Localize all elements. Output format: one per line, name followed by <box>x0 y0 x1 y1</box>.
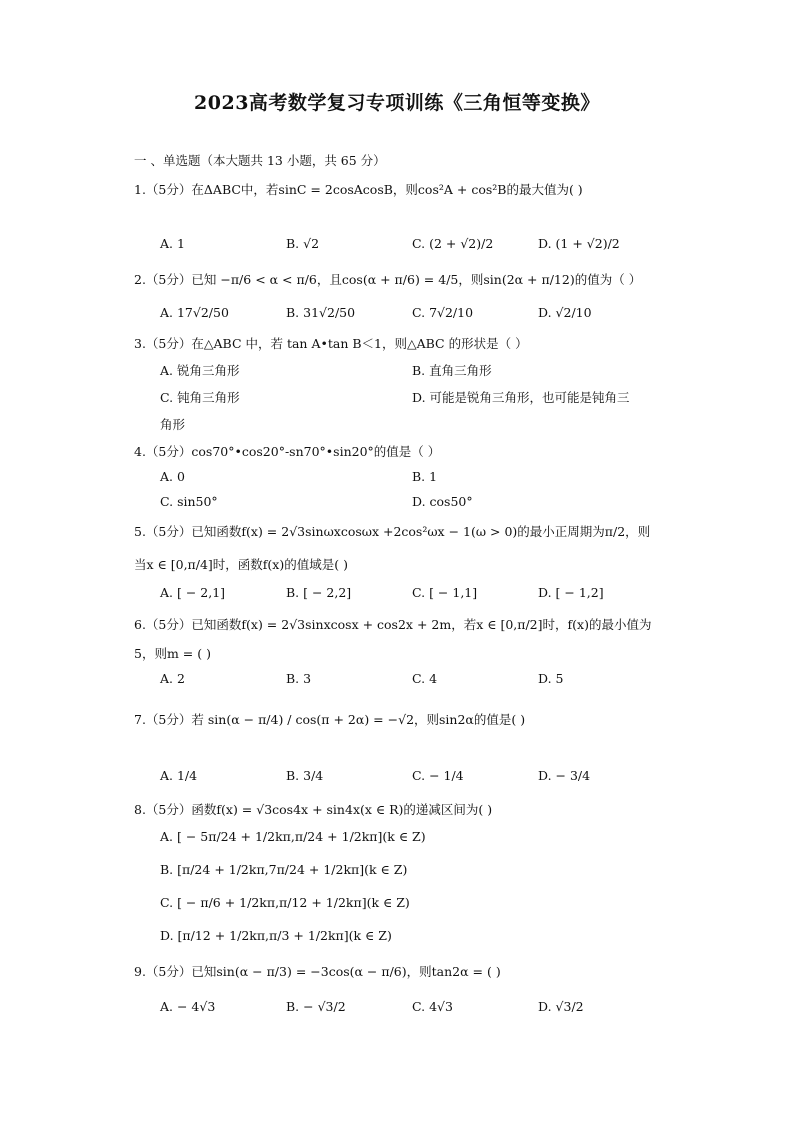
section-heading: 一 、单选题（本大题共 13 小题，共 65 分） <box>134 153 386 168</box>
question-1: 1.（5分）在ΔABC中，若sinC = 2cosAcosB，则cos²A + cos²B的最大值为( ) <box>134 182 583 197</box>
q4-option-c: C. sin50° <box>160 494 218 509</box>
q4-option-a: A. 0 <box>160 469 185 484</box>
q6-option-c: C. 4 <box>412 671 438 686</box>
question-7-stem: 若 sin(α − π/4) / cos(π + 2α) = −√2，则sin2α的值是( ) <box>191 712 526 727</box>
question-5: 5.（5分）已知函数f(x) = 2√3sinωxcosωx +2cos²ωx − 1(ω > 0)的最小正周期为π/2，则 <box>134 524 651 539</box>
q6-option-a: A. 2 <box>160 671 185 686</box>
question-6-stem-line2: 5，则m = ( ) <box>134 646 211 661</box>
question-4: 4.（5分）cos70°•cos20°-sn70°•sin20°的值是（ ） <box>134 444 441 459</box>
q9-option-d: D. √3/2 <box>538 999 584 1014</box>
q7-option-b: B. 3/4 <box>286 768 324 783</box>
q3-option-a: A. 锐角三角形 <box>160 363 240 378</box>
q9-option-a: A. − 4√3 <box>160 999 216 1014</box>
q5-option-c: C. [ − 1,1] <box>412 585 478 600</box>
q7-option-c: C. − 1/4 <box>412 768 464 783</box>
question-3: 3.（5分）在△ABC 中，若 tan A•tan B＜1，则△ABC 的形状是（ ） <box>134 336 528 351</box>
q1-option-c: C. (2 + √2)/2 <box>412 236 494 251</box>
question-5-stem: 已知函数f(x) = 2√3sinωxcosωx +2cos²ωx − 1(ω > 0)的最小正周期为π/2，则 <box>191 524 651 539</box>
q5-option-b: B. [ − 2,2] <box>286 585 352 600</box>
question-8-stem: 函数f(x) = √3cos4x + sin4x(x ∈ R)的递减区间为( ) <box>191 802 493 817</box>
page-title: 2023高考数学复习专项训练《三角恒等变换》 <box>194 92 600 114</box>
q2-option-b: B. 31√2/50 <box>286 305 356 320</box>
q6-option-d: D. 5 <box>538 671 564 686</box>
q3-option-c: C. 钝角三角形 <box>160 390 240 405</box>
q9-option-b: B. − √3/2 <box>286 999 346 1014</box>
q7-option-a: A. 1/4 <box>160 768 198 783</box>
q8-option-c: C. [ − π/6 + 1/2kπ,π/12 + 1/2kπ](k ∈ Z) <box>160 895 410 910</box>
q7-option-d: D. − 3/4 <box>538 768 591 783</box>
question-5-stem-line2: 当x ∈ [0,π/4]时，函数f(x)的值域是( ) <box>134 557 348 572</box>
q8-option-a: A. [ − 5π/24 + 1/2kπ,π/24 + 1/2kπ](k ∈ Z) <box>160 829 426 844</box>
question-2-stem: 已知 −π/6 < α < π/6，且cos(α + π/6) = 4/5，则sin(2α + π/12)的值为（ ） <box>191 272 642 287</box>
q3-option-b: B. 直角三角形 <box>412 363 492 378</box>
q4-option-b: B. 1 <box>412 469 438 484</box>
question-8: 8.（5分）函数f(x) = √3cos4x + sin4x(x ∈ R)的递减区间为( ) <box>134 802 493 817</box>
q6-option-b: B. 3 <box>286 671 312 686</box>
question-7: 7.（5分）若 sin(α − π/4) / cos(π + 2α) = −√2，则sin2α的值是( ) <box>134 712 526 727</box>
q2-option-c: C. 7√2/10 <box>412 305 474 320</box>
q5-option-a: A. [ − 2,1] <box>160 585 226 600</box>
q2-option-a: A. 17√2/50 <box>160 305 229 320</box>
q1-option-a: A. 1 <box>160 236 185 251</box>
q4-option-d: D. cos50° <box>412 494 473 509</box>
q8-option-b: B. [π/24 + 1/2kπ,7π/24 + 1/2kπ](k ∈ Z) <box>160 862 408 877</box>
q2-option-d: D. √2/10 <box>538 305 592 320</box>
question-9-stem: 已知sin(α − π/3) = −3cos(α − π/6)，则tan2α = ( ) <box>191 964 501 979</box>
question-4-stem: cos70°•cos20°-sn70°•sin20°的值是（ ） <box>191 444 441 459</box>
q3-option-d: D. 可能是锐角三角形，也可能是钝角三 <box>412 390 630 405</box>
q1-option-b: B. √2 <box>286 236 320 251</box>
q3-option-d-continued: 角形 <box>160 417 186 432</box>
question-6: 6.（5分）已知函数f(x) = 2√3sinxcosx + cos2x + 2m，若x ∈ [0,π/2]时，f(x)的最小值为 <box>134 617 652 632</box>
question-2: 2.（5分）已知 −π/6 < α < π/6，且cos(α + π/6) = 4/5，则sin(2α + π/12)的值为（ ） <box>134 272 642 287</box>
question-9: 9.（5分）已知sin(α − π/3) = −3cos(α − π/6)，则tan2α = ( ) <box>134 964 501 979</box>
question-1-stem: 在ΔABC中，若sinC = 2cosAcosB，则cos²A + cos²B的最大值为( ) <box>191 182 583 197</box>
q1-option-d: D. (1 + √2)/2 <box>538 236 620 251</box>
q5-option-d: D. [ − 1,2] <box>538 585 604 600</box>
q8-option-d: D. [π/12 + 1/2kπ,π/3 + 1/2kπ](k ∈ Z) <box>160 928 392 943</box>
question-3-stem: 在△ABC 中，若 tan A•tan B＜1，则△ABC 的形状是（ ） <box>191 336 528 351</box>
q9-option-c: C. 4√3 <box>412 999 453 1014</box>
question-6-stem: 已知函数f(x) = 2√3sinxcosx + cos2x + 2m，若x ∈ [0,π/2]时，f(x)的最小值为 <box>191 617 652 632</box>
